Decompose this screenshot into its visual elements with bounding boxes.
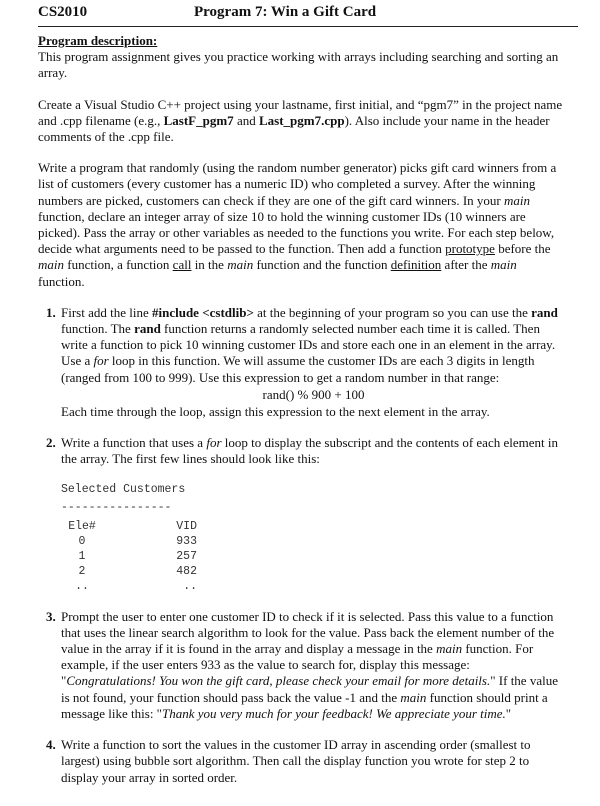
table-row: 2 482 — [78, 564, 197, 578]
page-header — [38, 4, 578, 27]
task-paragraph: Write a program that randomly (using the random number generator) picks gift card winners from a list of customers (every customer has a numeric ID) who completed a survey. After the winning numbers are picked, customers can check if they are one of the gift card winners. In your main function, declare an integer array of size 10 to hold the winning customer IDs (10 winners are picked). Pass the array or other variables as needed to the functions you write. For each step below, decide what arguments need to be passed to the function. Then add a function prototype before the main function, a function call in the main function and the function definition after the main function. — [38, 160, 557, 289]
output-heading: Selected Customers — [61, 482, 186, 496]
winner-message: Congratulations! You won the gift card, please check your email for more details. — [66, 673, 491, 689]
project-setup-paragraph: Create a Visual Studio C++ project using your lastname, first initial, and “pgm7” in the project name and .cpp filename (e.g., LastF_pgm7 and Last_pgm7.cpp). Also include your name in the header comments of the .cpp file. — [38, 96, 563, 145]
document-body — [38, 33, 566, 801]
term-definition: definition — [390, 257, 442, 273]
thank-you-message: Thank you very much for your feedback! We appreciate your time. — [162, 705, 506, 721]
output-table — [61, 519, 197, 594]
step-2: 2. Write a function that uses a for loop to display the subscript and the contents of each element in the array. The first few lines should look like this: Selected Customers ---------------- Ele# VID 0 933 1 257 2 482 .. .. — [59, 435, 566, 593]
sample-output — [61, 482, 566, 594]
steps-list — [38, 305, 566, 786]
output-table-header: Ele# VID — [68, 519, 197, 533]
table-row: 0 933 — [78, 534, 197, 548]
term-prototype: prototype — [445, 241, 495, 257]
course-code: CS2010 — [38, 4, 88, 20]
step-1: 1. First add the line #include <cstdlib> at the beginning of your program so you can use the rand function. The rand function returns a randomly selected number each time it is called. Then write a function to pick 10 winning customer IDs and store each one in an element in the array. Use a for loop in this function. We will assume the customer IDs are each 3 digits in length (ranged from 100 to 999). Use this expression to get a random number in that range: rand() % 900 + 100 Each time through the loop, assign this expression to the next element in the array. — [59, 305, 566, 420]
step-4: 4. Write a function to sort the values in the customer ID array in ascending order (smallest to largest) using bubble sort algorithm. Then call the display function you wrote for step 2 to display your array in sorted order. — [59, 737, 566, 786]
example-project-name: LastF_pgm7 — [163, 112, 234, 128]
table-row: .. .. — [75, 579, 197, 593]
table-row: 1 257 — [78, 549, 197, 563]
term-call: call — [172, 257, 192, 273]
description-summary: This program assignment gives you practice working with arrays including searching and sorting an array. — [38, 49, 559, 81]
example-filename: Last_pgm7.cpp — [258, 112, 345, 128]
include-directive: #include <cstdlib> — [152, 304, 254, 320]
assignment-title: Program 7: Win a Gift Card — [194, 4, 377, 20]
output-rule: ---------------- — [61, 500, 172, 514]
random-expression: rand() % 900 + 100 — [262, 386, 365, 402]
step-3: 3. Prompt the user to enter one customer ID to check if it is selected. Pass this value to a function that uses the linear search algorithm to look for the value. Pass back the element number of the value in the array if it is found in the array and display a message in the main function. For example, if the user enters 933 as the value to search for, display this message: "Congratulations! You won the gift card, please check your email for more details." If the value is not found, your function should pass back the value -1 and the main function should print a message like this: "Thank you very much for your feedback! We appreciate your time." — [59, 609, 566, 722]
program-description — [38, 33, 566, 82]
section-heading: Program description: — [38, 33, 158, 48]
